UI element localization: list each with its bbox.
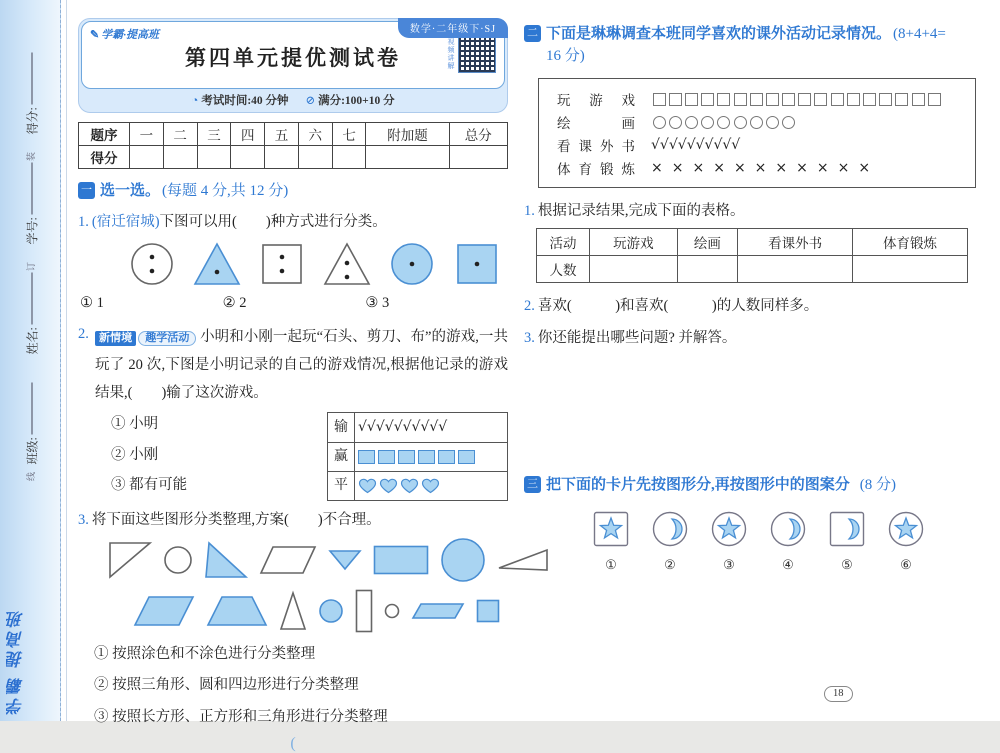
page-edge-line (66, 0, 67, 721)
score-table-cell: 六 (298, 123, 332, 146)
tally-row-label: 平 (328, 471, 355, 500)
question-number: 3. (524, 329, 535, 346)
paper-title: 第四单元提优测试卷 (185, 46, 401, 70)
x-mark: × (733, 160, 755, 176)
empty-score-cell (197, 146, 231, 169)
section3-heading (524, 475, 984, 497)
left-column (78, 18, 508, 753)
question-text: 下图可以用( )种方式进行分类。 (159, 213, 387, 230)
x-mark: × (796, 160, 817, 176)
white-circle-shape (163, 545, 193, 575)
option-2: ② 2 (222, 295, 247, 312)
check-mark: √ (677, 137, 687, 153)
margin-field-label: 班级: (25, 437, 40, 465)
question-number: 2. (524, 297, 535, 314)
check-mark: √ (722, 137, 732, 153)
stats-header-cell: 玩游戏 (590, 228, 678, 255)
question-number: 3. (78, 511, 89, 528)
score-table-cell: 四 (231, 123, 265, 146)
check-mark: √ (429, 418, 439, 435)
card-number-label: ① (605, 557, 617, 573)
stats-header-row (537, 228, 968, 255)
circle-card-with-star-icon (708, 508, 750, 550)
heart-mark (358, 478, 377, 494)
brand-logo-vertical: 学霸 提高班 (7, 607, 26, 715)
card (590, 508, 632, 573)
check-mark: √ (384, 418, 394, 435)
circle-card-with-moon-icon (767, 508, 809, 550)
circle-outline-mark (701, 116, 714, 129)
q1-shape-row (126, 240, 508, 288)
q3-options (78, 639, 508, 733)
x-mark: × (754, 160, 776, 176)
circle-card-with-star-icon (885, 508, 927, 550)
q2-options (95, 409, 321, 500)
score-table-header-row (79, 123, 508, 146)
square-outline-mark (895, 93, 908, 106)
stats-value-row (537, 255, 968, 282)
record-row (543, 134, 967, 157)
check-mark: √ (713, 137, 723, 153)
x-mark: × (651, 160, 672, 176)
section2-points-cont: 16 分) (546, 47, 585, 64)
blue-triangle-with-dots (191, 240, 243, 288)
subject-tag: 数学·二年级下·SJ (398, 18, 508, 38)
margin-field-label: 得分: (25, 107, 40, 135)
card (767, 508, 809, 573)
qr-block (446, 35, 496, 73)
tally-row-label: 赢 (328, 442, 355, 471)
margin-field-label: 姓名: (25, 327, 40, 355)
margin-field (24, 149, 41, 245)
option-2: ② 按照三角形、圆和四边形进行分类整理 (94, 677, 359, 694)
question-number: 1. (78, 213, 89, 230)
square-card-with-star-icon (590, 508, 632, 550)
section1-points: (每题 4 分,共 12 分) (162, 183, 289, 199)
check-mark: √ (411, 418, 421, 435)
option-2: ② 小刚 (111, 446, 159, 463)
blue-circle-with-dots (386, 240, 438, 288)
white-rect-shape (355, 589, 373, 633)
blue-circle-shape (318, 598, 344, 624)
square-outline-mark (766, 93, 779, 106)
exam-info (81, 89, 505, 109)
square-outline-mark (685, 93, 698, 106)
card (885, 508, 927, 573)
margin-field (24, 259, 41, 355)
stats-header-cell: 活动 (537, 228, 590, 255)
square-outline-mark (831, 93, 844, 106)
blue-poly-shape (206, 595, 268, 627)
square-outline-mark (879, 93, 892, 106)
tally-row (328, 471, 508, 500)
square-outline-mark (928, 93, 941, 106)
question-2 (78, 323, 508, 501)
empty-score-cell (130, 146, 164, 169)
tally-row (328, 413, 508, 442)
question-number: 2. (78, 325, 89, 342)
blue-circle-shape (440, 537, 486, 583)
binding-line-char: 装 (26, 151, 37, 162)
check-mark: √ (695, 137, 705, 153)
record-row (543, 111, 967, 134)
clock-icon: ◔ (191, 95, 199, 107)
square-outline-mark (912, 93, 925, 106)
blue-square-with-dots (451, 240, 503, 288)
q1-options (80, 292, 508, 314)
tally-row-marks (355, 442, 508, 471)
empty-score-cell (265, 146, 299, 169)
fun-activity-badge: 趣学活动 (138, 331, 196, 346)
x-mark: × (775, 160, 797, 176)
blue-poly-shape (411, 602, 465, 620)
exam-score: 满分:100+10 分 (318, 95, 395, 107)
option-1: ① 小明 (111, 416, 159, 433)
square-outline-mark (717, 93, 730, 106)
blank-line (32, 272, 33, 324)
square-fill-mark (438, 450, 455, 464)
check-mark: √ (704, 137, 714, 153)
score-table-cell: 附加题 (366, 123, 449, 146)
card (649, 508, 691, 573)
pen-icon: ✎ (90, 29, 100, 41)
square-outline-mark (750, 93, 763, 106)
tally-row-marks (355, 413, 508, 442)
score-label-cell: 得分 (79, 146, 130, 169)
circle-outline-mark (685, 116, 698, 129)
question-text: 将下面这些图形分类整理,方案( )不合理。 (91, 511, 381, 528)
check-mark: √ (438, 418, 448, 435)
qr-caption: 视频讲解 (447, 38, 455, 70)
margin-field (24, 369, 41, 465)
stats-header-cell: 看课外书 (738, 228, 853, 255)
section1-marker-icon: 一 (78, 182, 95, 199)
blue-poly-shape (133, 595, 195, 627)
game-tally-table (327, 412, 508, 500)
empty-score-cell (449, 146, 507, 169)
empty-score-cell (231, 146, 265, 169)
option-1: ① 按照涂色和不涂色进行分类整理 (94, 646, 316, 663)
square-card-with-moon-icon (826, 508, 868, 550)
page-number: 18 (824, 686, 853, 702)
square-outline-mark (863, 93, 876, 106)
check-mark: √ (375, 418, 385, 435)
binding-line-char: 线 (26, 471, 37, 482)
heart-mark (379, 478, 398, 494)
section1-heading (78, 181, 508, 203)
question-text: 新情境 趣学活动 小明和小刚一起玩“石头、剪刀、布”的游戏,一共玩了 20 次,下图是小明记录的自己的游戏情况,根据他记录的游戏结果,( )输了这次游戏。 (95, 328, 508, 402)
section3-points: (8 分) (859, 476, 897, 493)
empty-score-cell (332, 146, 366, 169)
stats-row-label: 人数 (537, 255, 590, 282)
option-1: ① 1 (80, 295, 104, 312)
square-outline-mark (701, 93, 714, 106)
blank-line (32, 52, 33, 104)
section2-marker-icon: 二 (524, 25, 541, 42)
check-mark: √ (366, 418, 376, 435)
square-outline-mark (669, 93, 682, 106)
brand (90, 26, 159, 42)
card (708, 508, 750, 573)
blue-poly-shape (204, 541, 248, 579)
circle-outline-mark (653, 116, 666, 129)
circle-outline-mark (734, 116, 747, 129)
white-triangle-with-dots (321, 240, 373, 288)
empty-stats-cell (853, 255, 968, 282)
score-table-cell: 总分 (449, 123, 507, 146)
check-mark: √ (659, 137, 669, 153)
circle-outline-mark (669, 116, 682, 129)
x-mark: × (713, 160, 734, 176)
binding-margin (0, 0, 61, 721)
empty-stats-cell (738, 255, 853, 282)
activity-marks (651, 159, 879, 177)
blue-poly-shape (328, 549, 362, 571)
activity-marks (651, 136, 740, 154)
blank-line (32, 382, 33, 434)
empty-score-cell (366, 146, 449, 169)
q3-shape-row-2 (133, 589, 508, 633)
square-outline-mark (798, 93, 811, 106)
fullscore-icon: ⊘ (305, 95, 316, 107)
white-square-with-dots (256, 240, 308, 288)
card-number-label: ③ (723, 557, 735, 573)
option-3: ③ 都有可能 (111, 477, 188, 494)
square-outline-mark (847, 93, 860, 106)
score-table-score-row (79, 146, 508, 169)
paper-header (78, 18, 508, 113)
section2-title: 下面是琳琳调查本班同学喜欢的课外活动记录情况。 (546, 26, 892, 42)
section2-heading (524, 24, 960, 68)
question-text: 根据记录结果,完成下面的表格。 (537, 202, 745, 219)
blank-line (32, 162, 33, 214)
square-fill-mark (458, 450, 475, 464)
s2-question-2 (524, 294, 984, 315)
margin-field-label: 学号: (25, 217, 40, 245)
card-number-label: ② (664, 557, 676, 573)
activity-stats-table (536, 228, 968, 283)
card-number-label: ⑤ (841, 557, 853, 573)
check-mark: √ (731, 137, 741, 153)
heart-mark (421, 478, 440, 494)
white-circle-with-dots (126, 240, 178, 288)
score-table-cell: 七 (332, 123, 366, 146)
empty-score-cell (163, 146, 197, 169)
x-mark: × (671, 160, 693, 176)
score-table-cell: 二 (163, 123, 197, 146)
stats-header-cell: 体育锻炼 (853, 228, 968, 255)
score-table-cell: 题序 (79, 123, 130, 146)
empty-stats-cell (677, 255, 737, 282)
x-mark: × (858, 160, 880, 176)
activity-marks (651, 90, 942, 108)
check-mark: √ (358, 418, 367, 435)
question-number: 1. (524, 202, 535, 219)
check-mark: √ (420, 418, 430, 435)
circle-outline-mark (766, 116, 779, 129)
tally-row (328, 442, 508, 471)
score-table (78, 122, 508, 169)
check-mark: √ (393, 418, 403, 435)
blue-rect-shape (476, 599, 500, 623)
brand-text: 学霸·提高班 (101, 29, 159, 41)
score-table-cell: 一 (130, 123, 164, 146)
circle-card-with-moon-icon (649, 508, 691, 550)
x-mark: × (816, 160, 838, 176)
check-mark: √ (402, 418, 412, 435)
binding-line-char: 订 (26, 261, 37, 272)
empty-score-cell (298, 146, 332, 169)
card-number-label: ⑥ (900, 557, 912, 573)
fold-mark: ( (290, 734, 296, 752)
question-text: 喜欢( )和喜欢( )的人数同样多。 (537, 297, 819, 314)
record-row (543, 88, 967, 111)
x-mark: × (692, 160, 714, 176)
right-column (524, 24, 984, 573)
card-number-label: ④ (782, 557, 794, 573)
score-table-cell: 三 (197, 123, 231, 146)
activity-label: 玩游戏 (557, 93, 635, 108)
check-mark: √ (686, 137, 696, 153)
square-fill-mark (398, 450, 415, 464)
circle-outline-mark (750, 116, 763, 129)
white-poly-shape (259, 545, 317, 575)
x-mark: × (837, 160, 859, 176)
heart-mark (400, 478, 419, 494)
square-fill-mark (358, 450, 375, 464)
activity-record-box (538, 78, 976, 188)
white-poly-shape (108, 541, 152, 579)
q3-shape-row-1 (108, 537, 508, 583)
activity-label: 绘画 (557, 116, 635, 131)
qr-code-icon (458, 35, 496, 73)
square-fill-mark (378, 450, 395, 464)
empty-stats-cell (590, 255, 678, 282)
s2-question-1 (524, 199, 984, 220)
activity-marks (651, 113, 797, 131)
exam-time: 考试时间:40 分钟 (201, 95, 289, 107)
score-table-cell: 五 (265, 123, 299, 146)
question-3 (78, 509, 508, 733)
check-mark: √ (668, 137, 678, 153)
square-outline-mark (734, 93, 747, 106)
white-poly-shape (279, 591, 307, 631)
circle-outline-mark (782, 116, 795, 129)
new-context-badge: 新情境 (95, 331, 136, 346)
tally-row-label: 输 (328, 413, 355, 442)
stats-header-cell: 绘画 (677, 228, 737, 255)
square-fill-mark (418, 450, 435, 464)
circle-outline-mark (717, 116, 730, 129)
section3-title: 把下面的卡片先按图形分,再按图形中的图案分 (546, 476, 850, 493)
record-row (543, 157, 967, 180)
option-3: ③ 按照长方形、正方形和三角形进行分类整理 (94, 708, 388, 725)
question-text: 你还能提出哪些问题? 并解答。 (537, 329, 737, 346)
section1-title: 选一选。 (100, 183, 161, 199)
section3-marker-icon: 三 (524, 476, 541, 493)
square-outline-mark (782, 93, 795, 106)
card (826, 508, 868, 573)
activity-label: 体育锻炼 (557, 162, 635, 177)
check-mark: √ (651, 137, 660, 153)
square-outline-mark (653, 93, 666, 106)
blue-rect-shape (373, 545, 429, 575)
white-circle-shape (384, 603, 400, 619)
square-outline-mark (814, 93, 827, 106)
question-1 (78, 211, 508, 315)
option-3: ③ 3 (365, 295, 390, 312)
cards-row (590, 508, 984, 573)
question-source: (宿迁宿城) (91, 213, 160, 230)
tally-row-marks (355, 471, 508, 500)
section2-points: (8+4+4= (893, 26, 946, 42)
s2-question-3 (524, 326, 984, 347)
margin-field (24, 39, 41, 135)
activity-label: 看课外书 (557, 139, 635, 154)
